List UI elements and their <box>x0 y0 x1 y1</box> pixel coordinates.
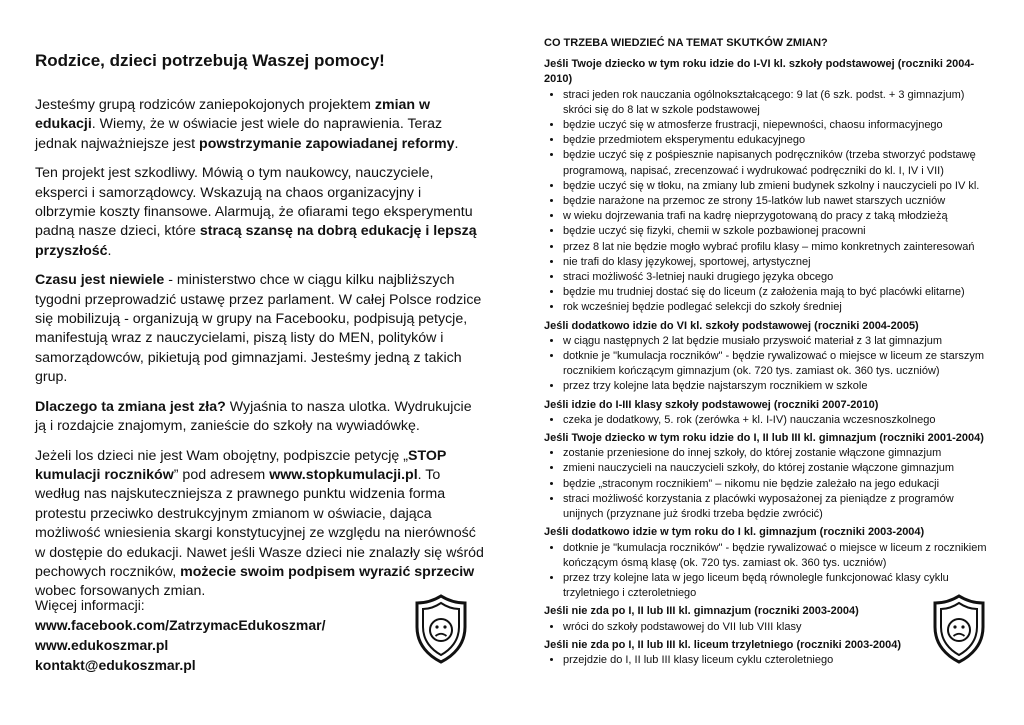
list-item: • będzie uczyć się w atmosferze frustracji, niepewności, chaosu informacyjnego <box>563 118 992 133</box>
sections-list <box>544 57 992 668</box>
bold-text: www.stopkumulacji.pl <box>269 466 418 483</box>
bullet-list <box>544 413 992 428</box>
section-header: CO TRZEBA WIEDZIEĆ NA TEMAT SKUTKÓW ZMIAN? <box>544 37 828 49</box>
text-run: wobec forsowanych zmian. <box>35 583 206 600</box>
section-title: Jeśli nie zda po I, II lub III kl. gimnazjum (roczniki 2003-2004) <box>544 605 859 618</box>
section-title: Jeśli Twoje dziecko w tym roku idzie do I, II lub III kl. gimnazjum (roczniki 2001-2004) <box>544 432 984 445</box>
bold-text: możecie swoim podpisem wyrazić sprzeciw <box>180 563 475 580</box>
paragraph-5 <box>35 447 485 602</box>
section-title: Jeśli nie zda po I, II lub III kl. liceum trzyletniego (roczniki 2003-2004) <box>544 638 902 651</box>
section-title: Jeśli dodatkowo idzie w tym roku do I kl. gimnazjum (roczniki 2003-2004) <box>544 526 925 539</box>
list-item: • będzie uczyć się z pośpiesznie napisanych podręczników (trzeba stworzyć podstawę programową, napisać, zrecenzować i wydrukować podręczniki do kl. I, IV i VII) <box>563 148 992 178</box>
page-title: Rodzice, dzieci potrzebują Waszej pomocy! <box>35 51 385 70</box>
list-item: • dotknie je "kumulacja roczników" - będzie rywalizować o miejsce w liceum z rocznikiem kończącym ósmą klasę (ok. 720 tys. zamiast ok. 360 tys. uczniów) <box>563 541 992 571</box>
left-column <box>35 50 485 612</box>
text-run: - ministerstwo chce w ciągu kilku najbliższych tygodni przeprowadzić ustawę przez parlament. W całej Polsce rodzice się mobilizują - organizują w grupy na Facebooku, podpisują petycje, manifestują wraz z nauczycielami, piszą listy do MEN, polityków i samorządowców, pikietują pod gimnazjami. Jesteśmy jedną z takich grup. <box>35 272 482 386</box>
email-link[interactable]: kontakt@edukoszmar.pl <box>35 657 196 673</box>
bold-text: STOP kumulacji roczników <box>35 447 447 483</box>
text-run: Jeżeli los dzieci nie jest Wam obojętny, podpiszcie petycję „ <box>35 447 408 464</box>
bold-text: Czasu jest niewiele <box>35 272 165 289</box>
list-item: • straci możliwość 3-letniej nauki drugiego języka obcego <box>563 270 992 285</box>
sad-shield-icon <box>413 593 469 665</box>
list-item: • zostanie przeniesione do innej szkoły, do której zostanie włączone gimnazjum <box>563 446 992 461</box>
bullet-list <box>544 88 992 316</box>
bullet-list <box>544 446 992 522</box>
list-item: • nie trafi do klasy językowej, sportowej, artystycznej <box>563 255 992 270</box>
list-item: • rok wcześniej będzie podlegać selekcji do szkoły średniej <box>563 300 992 315</box>
more-info <box>35 595 325 675</box>
paragraph-3 <box>35 271 485 387</box>
paragraph-4 <box>35 398 485 437</box>
list-item: • będzie uczyć się w tłoku, na zmiany lub zmieni budynek szkolny i nauczycieli po IV kl. <box>563 179 992 194</box>
list-item: • przejdzie do I, II lub III klasy liceum cyklu czteroletniego <box>563 653 992 668</box>
facebook-link[interactable]: www.facebook.com/ZatrzymacEdukoszmar/ <box>35 617 326 633</box>
bold-text: Dlaczego ta zmiana jest zła? <box>35 398 226 415</box>
text-run: . <box>454 135 459 152</box>
text-run: . To według nas najskuteczniejsza z prawnego punktu widzenia forma protestu przeciwko destrukcyjnym zmianom w oświacie, dająca możliwość wniesienia skargi konstytucyjnej ze względu na nierówność w dostępie do edukacji. Nawet jeśli Wasze dzieci nie znalazły się wśród pechowych roczników, <box>35 466 484 580</box>
right-column <box>544 36 992 671</box>
text-run: Ten projekt jest szkodliwy. Mówią o tym naukowcy, nauczyciele, eksperci i samorządowcy. Wskazują na chaos organizacyjny i olbrzymie koszty finansowe. Alarmują, że ofiarami tego eksperymentu padną nasze dzieci, które <box>35 165 473 240</box>
text-run: Jesteśmy grupą rodziców zaniepokojonych projektem <box>35 97 375 113</box>
list-item: • będzie przedmiotem eksperymentu edukacyjnego <box>563 133 992 148</box>
paragraph-2 <box>35 164 485 261</box>
text-run: . <box>107 242 112 259</box>
text-run: Wyjaśnia to nasza ulotka. Wydrukujcie ją i rozdajcie znajomym, zanieście do szkoły na wywiadówkę. <box>35 398 472 435</box>
list-item: • dotknie je "kumulacja roczników" - będzie rywalizować o miejsce w liceum ze starszym rocznikiem kończącym gimnazjum (ok. 720 tys. zamiast ok. 360 tys. uczniów) <box>563 349 992 379</box>
bullet-list <box>544 653 992 668</box>
section-title: Jeśli dodatkowo idzie do VI kl. szkoły podstawowej (roczniki 2004-2005) <box>544 319 919 332</box>
list-item: • przez trzy kolejne lata będzie najstarszym rocznikiem w szkole <box>563 379 992 394</box>
text-run: . Wiemy, że w oświacie jest wiele do naprawienia. Teraz jednak najważniejsze jest <box>35 116 443 152</box>
section-title: Jeśli idzie do I-III klasy szkoły podstawowej (roczniki 2007-2010) <box>544 398 879 411</box>
list-item: • będzie narażone na przemoc ze strony 15-latków lub nawet starszych uczniów <box>563 194 992 209</box>
list-item: • wróci do szkoły podstawowej do VII lub VIII klasy <box>563 620 992 635</box>
list-item: • straci możliwość korzystania z placówki wyposażonej za pieniądze z programów unijnych (przyznane już środki trzeba będzie zwrócić) <box>563 492 992 522</box>
bold-text: zmian w edukacji <box>35 97 431 133</box>
more-info-label: Więcej informacji: <box>35 597 145 613</box>
bullet-list <box>544 620 992 635</box>
list-item: • straci jeden rok nauczania ogólnokształcącego: 9 lat (6 szk. podst. + 3 gimnazjum) skróci się do 8 lat w szkole podstawowej <box>563 88 992 118</box>
website-link[interactable]: www.edukoszmar.pl <box>35 637 169 653</box>
bullet-list <box>544 541 992 602</box>
list-item: • czeka je dodatkowy, 5. rok (zerówka + kl. I-IV) nauczania wczesnoszkolnego <box>563 413 992 428</box>
bold-text: powstrzymanie zapowiadanej reformy <box>199 135 455 152</box>
list-item: • będzie uczyć się fizyki, chemii w szkole pozbawionej pracowni <box>563 224 992 239</box>
section-title: Jeśli Twoje dziecko w tym roku idzie do I-VI kl. szkoły podstawowej (roczniki 2004-2010) <box>544 58 975 86</box>
paragraph-1 <box>35 96 485 154</box>
bullet-list <box>544 334 992 395</box>
list-item: • będzie mu trudniej dostać się do liceum (z założenia mają to być placówki elitarne) <box>563 285 992 300</box>
list-item: • przez trzy kolejne lata w jego liceum będą równolegle funkcjonować klasy cyklu trzyletniego i czteroletniego <box>563 571 992 601</box>
list-item: • w wieku dojrzewania trafi na kadrę nieprzygotowaną do pracy z taką młodzieżą <box>563 209 992 224</box>
sad-shield-icon <box>931 593 987 665</box>
list-item: • przez 8 lat nie będzie mogło wybrać profilu klasy – mimo konkretnych zainteresowań <box>563 240 992 255</box>
bold-text: stracą szansę na dobrą edukację i lepszą przyszłość <box>35 223 477 259</box>
list-item: • będzie „straconym rocznikiem” – nikomu nie będzie zależało na jego edukacji <box>563 477 992 492</box>
list-item: • w ciągu następnych 2 lat będzie musiało przyswoić materiał z 3 lat gimnazjum <box>563 334 992 349</box>
text-run: ” pod adresem <box>173 466 270 483</box>
list-item: • zmieni nauczycieli na nauczycieli szkoły, do której zostanie włączone gimnazjum <box>563 461 992 476</box>
